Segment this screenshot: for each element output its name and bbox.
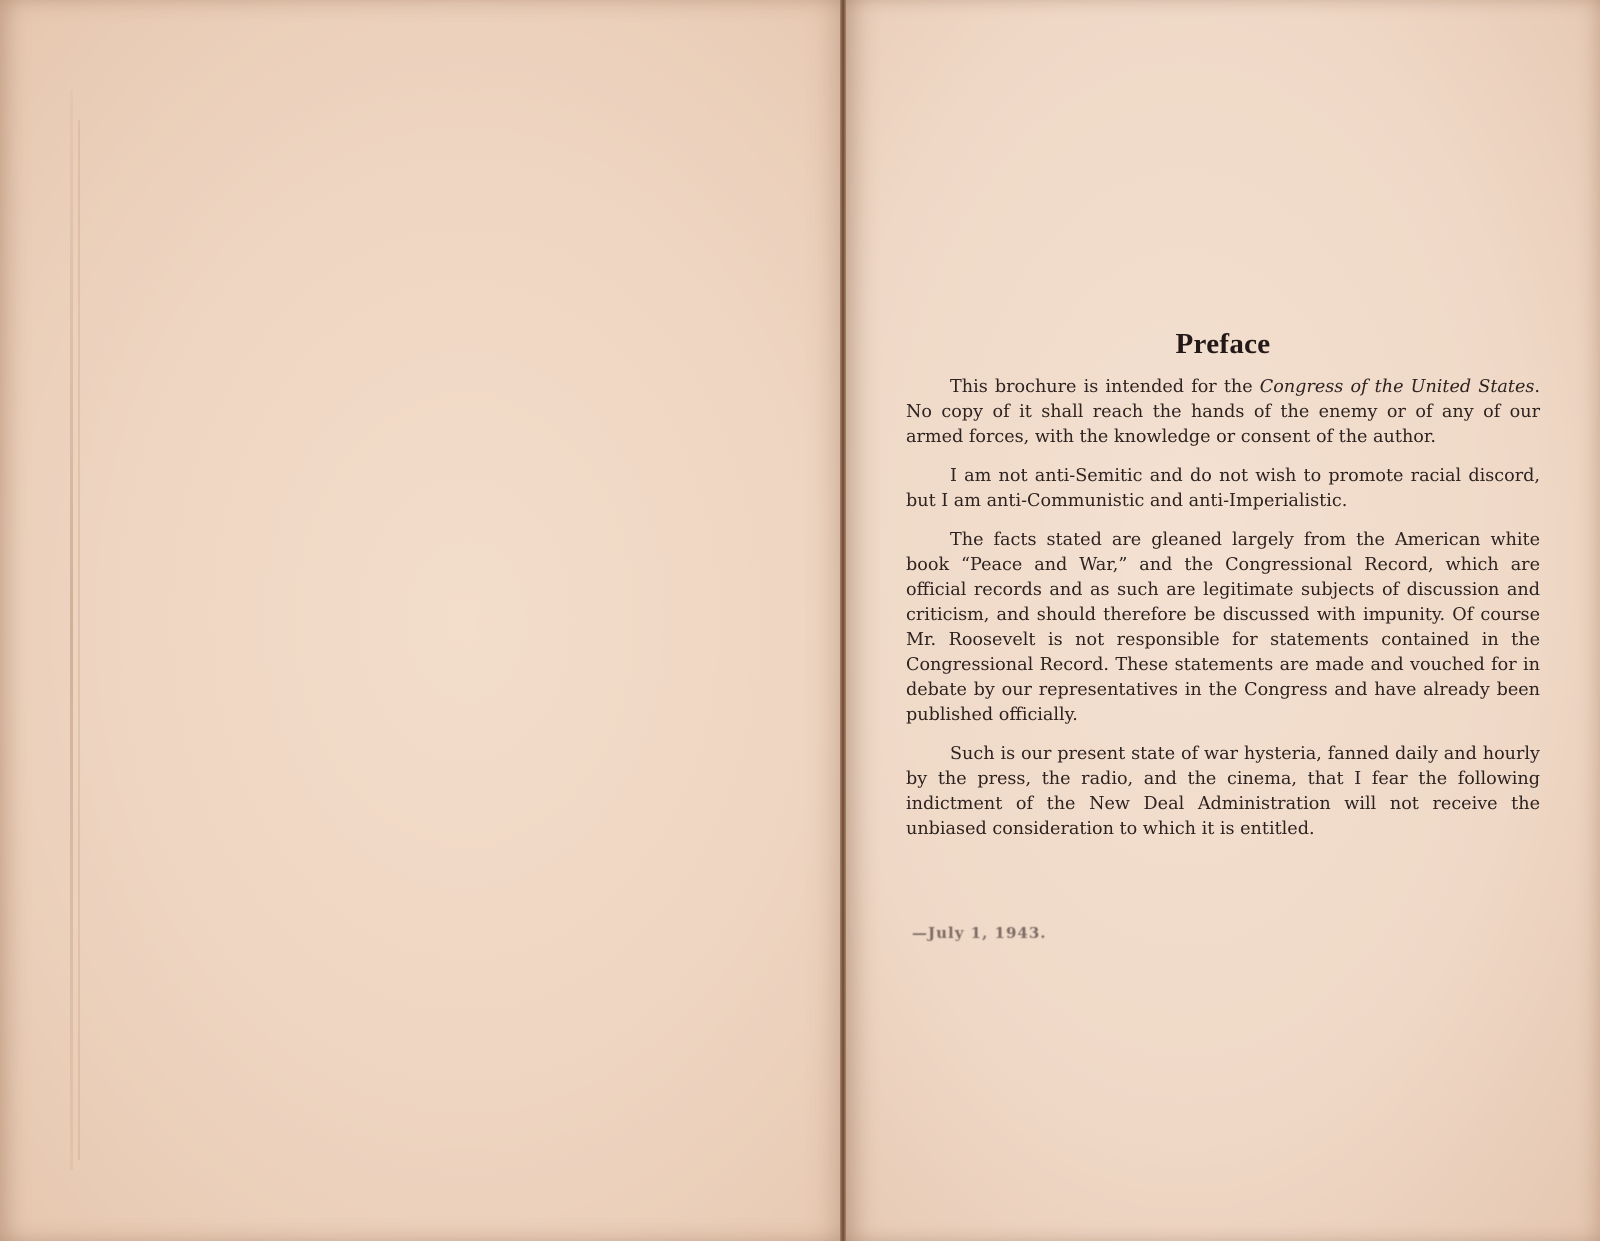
preface-date: —July 1, 1943. xyxy=(912,924,1047,942)
preface-paragraph-4: Such is our present state of war hysteria, fanned daily and hourly by the press, the radio, and the cinema, that I fear the following indictment of the New Deal Administration will not receive the unbiased consideration to which it is entitled. xyxy=(906,744,1540,839)
preface-paragraph-2: I am not anti-Semitic and do not wish to promote racial discord, but I am anti-Communistic and anti-Imperialistic. xyxy=(906,466,1540,511)
preface-paragraph-1: This brochure is intended for the Congress of the United States. No copy of it shall reach the hands of the enemy or of any of our armed forces, with the knowledge or consent of the author. xyxy=(906,377,1541,447)
preface-title: Preface xyxy=(1175,328,1271,360)
page-edge-shadow xyxy=(78,120,80,1160)
preface-paragraph-3: The facts stated are gleaned largely from the American white book “Peace and War,” and the Congressional Record, which are official records and as such are legitimate subjects of discussion and criticism, and should therefore be discussed with impunity. Of course Mr. Roosevelt is not responsible for statements contained in the Congressional Record. These statements are made and vouched for in debate by our representatives in the Congress and have already been published officially. xyxy=(906,530,1540,725)
page-edge-shadow xyxy=(70,90,73,1170)
preface-section xyxy=(906,328,1540,856)
